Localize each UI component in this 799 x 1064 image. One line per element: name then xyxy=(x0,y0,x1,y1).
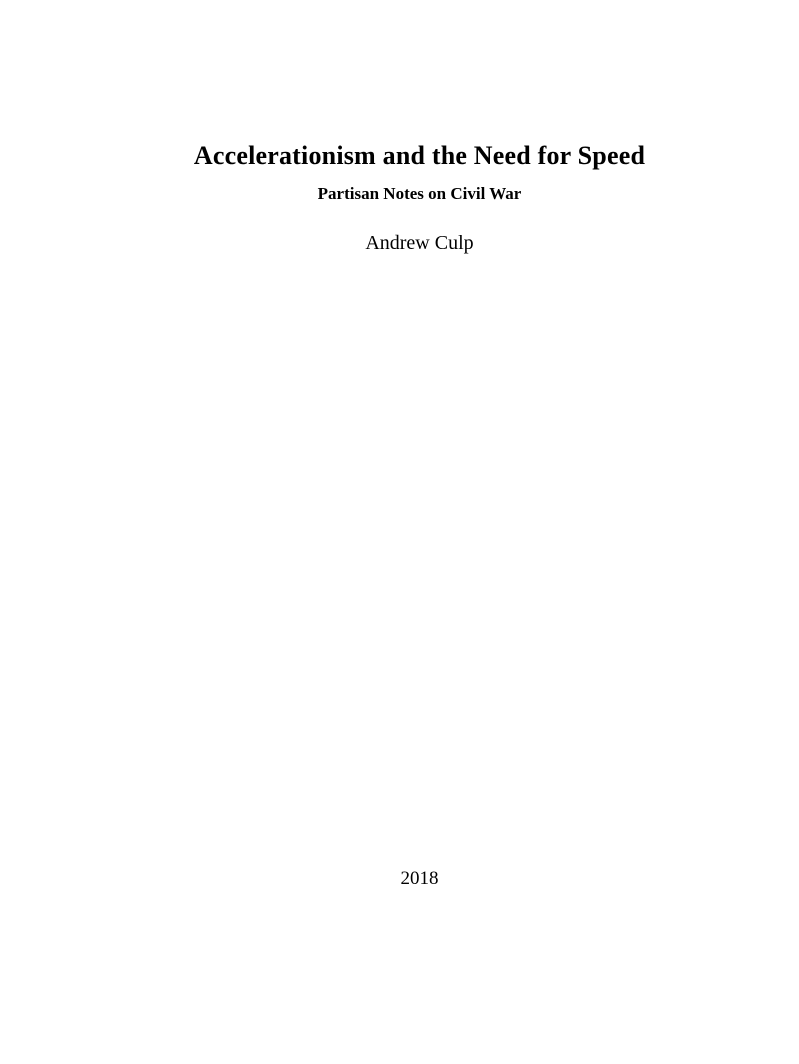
document-date: 2018 xyxy=(400,868,439,889)
document-subtitle: Partisan Notes on Civil War xyxy=(317,184,522,203)
document-title: Accelerationism and the Need for Speed xyxy=(193,141,646,170)
document-author: Andrew Culp xyxy=(365,232,474,254)
